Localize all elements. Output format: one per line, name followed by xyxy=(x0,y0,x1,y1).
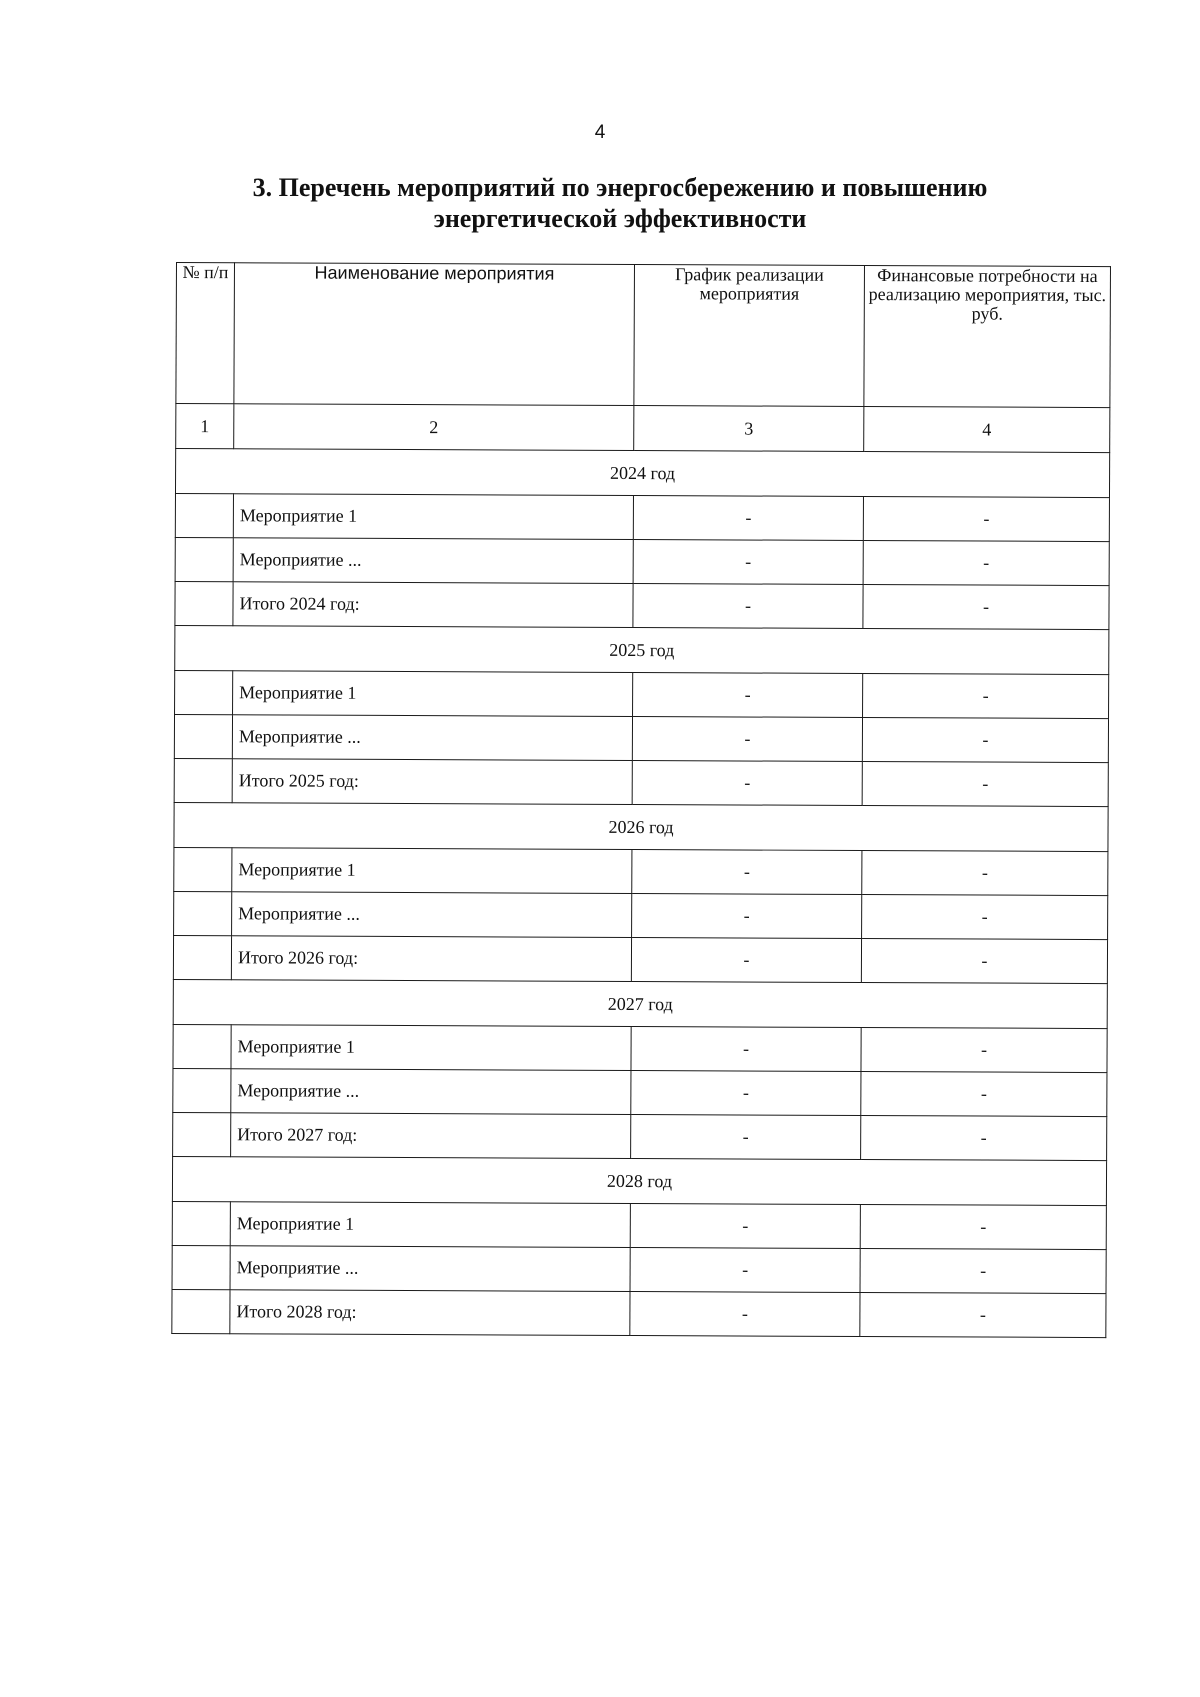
row-number-cell xyxy=(173,1068,231,1112)
column-index-3: 3 xyxy=(634,405,864,451)
table-header-row xyxy=(176,263,1111,408)
year-section-row xyxy=(172,1156,1106,1205)
document-title xyxy=(150,172,1090,234)
header-financial-needs: Финансовые потребности на реализацию мероприятия, тыс. руб. xyxy=(864,266,1111,408)
year-label: 2027 год xyxy=(173,979,1107,1028)
measure-name-cell: Итого 2028 год: xyxy=(230,1290,630,1336)
finance-cell: - xyxy=(861,1115,1107,1160)
column-index-row xyxy=(176,404,1110,453)
finance-cell: - xyxy=(863,541,1109,586)
finance-cell: - xyxy=(862,894,1108,939)
schedule-cell: - xyxy=(630,1247,860,1292)
table-row xyxy=(172,1201,1106,1249)
measure-name-cell: Итого 2027 год: xyxy=(231,1113,631,1159)
year-section-row xyxy=(175,625,1109,674)
year-section-row xyxy=(175,449,1109,498)
table-row xyxy=(175,493,1109,541)
schedule-cell: - xyxy=(631,1114,861,1159)
measure-name-cell: Итого 2025 год: xyxy=(232,759,632,805)
finance-cell: - xyxy=(863,497,1109,542)
finance-cell: - xyxy=(861,1027,1107,1072)
schedule-cell: - xyxy=(631,937,861,982)
finance-cell: - xyxy=(860,1204,1106,1249)
table-row xyxy=(174,714,1108,762)
measure-name-cell: Итого 2024 год: xyxy=(233,582,633,628)
header-number: № п/п xyxy=(176,263,235,404)
row-number-cell xyxy=(173,1112,231,1156)
row-number-cell xyxy=(174,758,232,802)
measure-name-cell: Мероприятие 1 xyxy=(230,1202,630,1248)
finance-cell: - xyxy=(863,585,1109,630)
measure-name-cell: Мероприятие 1 xyxy=(233,671,633,717)
column-index-1: 1 xyxy=(176,404,234,449)
schedule-cell: - xyxy=(633,672,863,717)
finance-cell: - xyxy=(861,1071,1107,1116)
row-number-cell xyxy=(174,847,232,891)
table-row xyxy=(174,758,1108,806)
row-number-cell xyxy=(175,493,233,537)
schedule-cell: - xyxy=(631,1070,861,1115)
header-measure-name: Наименование мероприятия xyxy=(234,263,635,406)
measure-name-cell: Мероприятие 1 xyxy=(231,1025,631,1071)
schedule-cell: - xyxy=(632,716,862,761)
measure-name-cell: Мероприятие ... xyxy=(232,715,632,761)
row-number-cell xyxy=(175,581,233,625)
document-title-line-1: 3. Перечень мероприятий по энергосбережению и повышению xyxy=(252,173,988,202)
table-row xyxy=(173,1112,1107,1160)
table-row xyxy=(172,1245,1106,1293)
finance-cell: - xyxy=(862,717,1108,762)
header-schedule: График реализации мероприятия xyxy=(634,265,865,407)
measure-name-cell: Мероприятие 1 xyxy=(232,848,632,894)
finance-cell: - xyxy=(862,850,1108,895)
measures-table-body xyxy=(172,263,1111,1338)
schedule-cell: - xyxy=(632,849,862,894)
table-row xyxy=(174,847,1108,895)
row-number-cell xyxy=(172,1245,230,1289)
finance-cell: - xyxy=(862,761,1108,806)
finance-cell: - xyxy=(860,1292,1106,1337)
document-title-line-2: энергетической эффективности xyxy=(433,204,807,233)
year-label: 2028 год xyxy=(172,1156,1106,1205)
measures-table xyxy=(171,262,1111,1338)
measure-name-cell: Мероприятие ... xyxy=(233,538,633,584)
row-number-cell xyxy=(172,1201,230,1245)
year-section-row xyxy=(173,979,1107,1028)
table-row xyxy=(173,1024,1107,1072)
finance-cell: - xyxy=(860,1248,1106,1293)
measure-name-cell: Мероприятие ... xyxy=(232,892,632,938)
finance-cell: - xyxy=(863,674,1109,719)
table-row xyxy=(173,935,1107,983)
table-row xyxy=(173,1068,1107,1116)
table-row xyxy=(175,670,1109,718)
row-number-cell xyxy=(173,1024,231,1068)
measure-name-cell: Итого 2026 год: xyxy=(231,936,631,982)
row-number-cell xyxy=(175,537,233,581)
row-number-cell xyxy=(175,670,233,714)
finance-cell: - xyxy=(861,938,1107,983)
year-label: 2026 год xyxy=(174,802,1108,851)
page-number: 4 xyxy=(594,122,606,143)
table-row xyxy=(172,1289,1106,1337)
row-number-cell xyxy=(174,714,232,758)
schedule-cell: - xyxy=(633,583,863,628)
measure-name-cell: Мероприятие ... xyxy=(230,1246,630,1292)
column-index-4: 4 xyxy=(864,407,1110,453)
schedule-cell: - xyxy=(630,1291,860,1336)
year-section-row xyxy=(174,802,1108,851)
row-number-cell xyxy=(172,1289,230,1333)
table-row xyxy=(175,581,1109,629)
column-index-2: 2 xyxy=(234,404,634,451)
schedule-cell: - xyxy=(631,1026,861,1071)
measure-name-cell: Мероприятие ... xyxy=(231,1069,631,1115)
row-number-cell xyxy=(173,935,231,979)
row-number-cell xyxy=(174,891,232,935)
schedule-cell: - xyxy=(632,893,862,938)
year-label: 2024 год xyxy=(175,449,1109,498)
schedule-cell: - xyxy=(632,760,862,805)
schedule-cell: - xyxy=(630,1203,860,1248)
table-row xyxy=(175,537,1109,585)
schedule-cell: - xyxy=(633,539,863,584)
table-row xyxy=(174,891,1108,939)
year-label: 2025 год xyxy=(175,625,1109,674)
schedule-cell: - xyxy=(633,495,863,540)
measure-name-cell: Мероприятие 1 xyxy=(233,494,633,540)
